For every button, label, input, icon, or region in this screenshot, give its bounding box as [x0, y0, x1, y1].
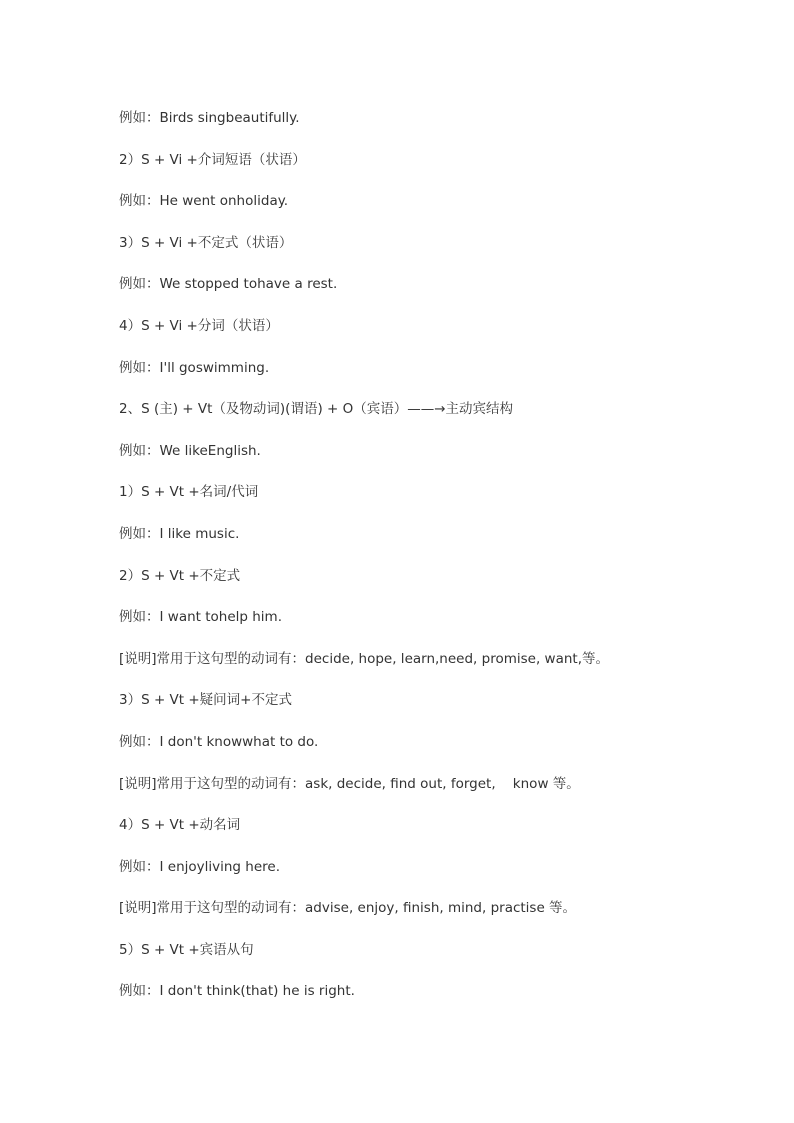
document-body — [119, 108, 739, 1023]
example-line: 例如：We likeEnglish. — [119, 442, 261, 459]
pattern-line: 3）S + Vi +不定式（状语） — [119, 234, 293, 251]
example-line: 例如：I'll goswimming. — [119, 359, 270, 376]
pattern-line: 2）S + Vi +介词短语（状语） — [119, 151, 306, 168]
pattern-line: 5）S + Vt +宾语从句 — [119, 941, 254, 958]
note-line: [说明]常用于这句型的动词有：ask, decide, find out, forget, know 等。 — [119, 775, 580, 792]
note-line: [说明]常用于这句型的动词有：advise, enjoy, finish, mind, practise 等。 — [119, 900, 577, 917]
example-line: 例如：I like music. — [119, 525, 240, 542]
pattern-line: 4）S + Vi +分词（状语） — [119, 317, 279, 334]
pattern-line: 2）S + Vt +不定式 — [119, 567, 241, 584]
example-line: 例如：I want tohelp him. — [119, 609, 283, 626]
pattern-line: 3）S + Vt +疑问词+不定式 — [119, 692, 292, 709]
example-line: 例如：I don't think(that) he is right. — [119, 983, 355, 1000]
example-line: 例如：He went onholiday. — [119, 193, 289, 210]
example-line: 例如：We stopped tohave a rest. — [119, 276, 338, 293]
note-line: [说明]常用于这句型的动词有：decide, hope, learn,need, promise, want,等。 — [119, 650, 609, 667]
example-line: 例如：Birds singbeautifully. — [119, 110, 300, 126]
pattern-line: 1）S + Vt +名词/代词 — [119, 484, 259, 501]
pattern-line: 4）S + Vt +动名词 — [119, 817, 241, 834]
section-heading: 2、S (主) + Vt（及物动词)(谓语) + O（宾语）——→主动宾结构 — [119, 401, 514, 418]
example-line: 例如：I don't knowwhat to do. — [119, 733, 319, 750]
example-line: 例如：I enjoyliving here. — [119, 858, 281, 875]
